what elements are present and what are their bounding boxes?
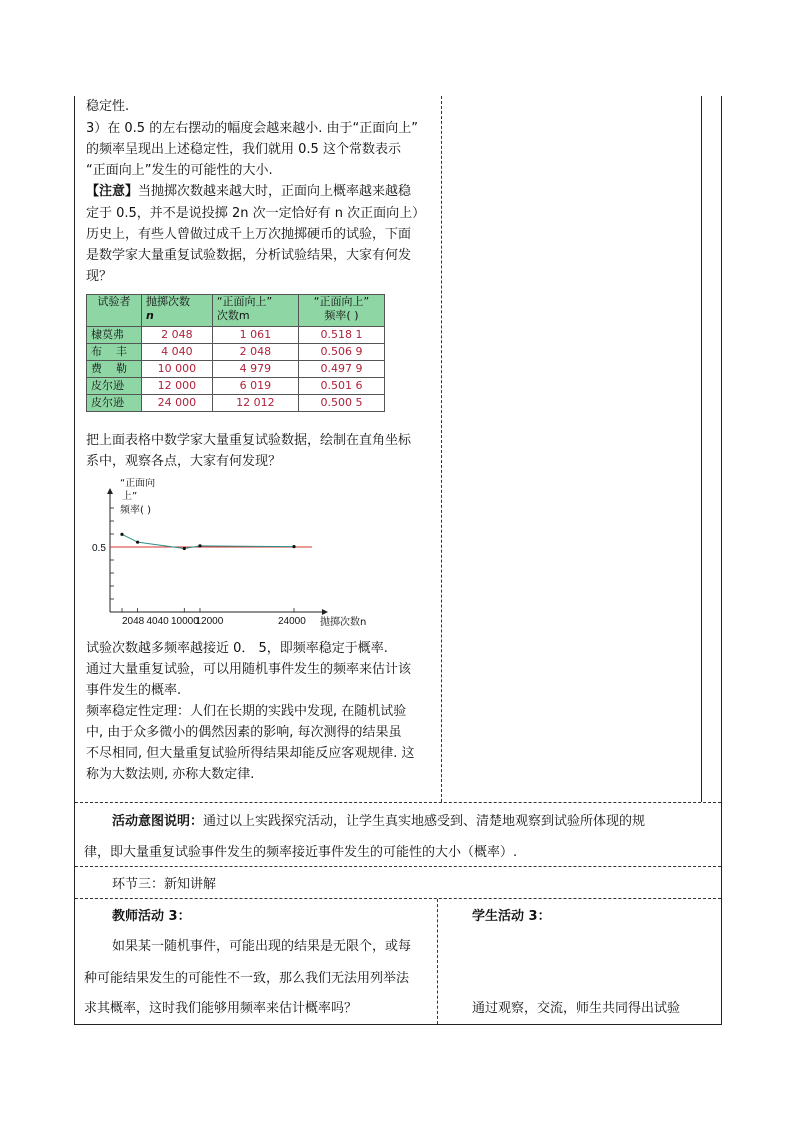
table-row [87, 344, 385, 361]
header-cell: “正面向上” 频率( ) [298, 295, 384, 327]
text-line: 称为大数法则, 亦称大数定律. [86, 767, 255, 782]
throws-cell: 2 048 [142, 327, 213, 344]
frequency-cell: 0.518 1 [298, 327, 384, 344]
series-line [122, 534, 294, 548]
frame-bottom [74, 1024, 722, 1025]
x-tick-label: 10000 [171, 616, 199, 627]
data-point [292, 545, 295, 548]
heads-cell: 12 012 [212, 395, 298, 412]
table-row [87, 361, 385, 378]
teacher-line: 种可能结果发生的可能性不一致，那么我们无法用列举法 [84, 971, 410, 986]
heads-cell: 6 019 [212, 378, 298, 395]
intent-line-2: 律，即大量重复试验事件发生的频率接近事件发生的可能性的大小（概率）. [84, 845, 518, 860]
text-line: 把上面表格中数学家大量重复试验数据，绘制在直角坐标 [86, 433, 412, 448]
text-line: 通过大量重复试验，可以用随机事件发生的频率来估计该 [86, 662, 412, 677]
y-axis-label: 频率( ) [120, 505, 151, 516]
text-line: 事件发生的概率. [86, 683, 182, 698]
throws-cell: 12 000 [142, 378, 213, 395]
col-divider-bottom [437, 899, 438, 1024]
x-tick-label: 2048 [122, 616, 145, 627]
frequency-cell: 0.500 5 [298, 395, 384, 412]
x-tick-label: 12000 [195, 616, 224, 627]
table-row [87, 378, 385, 395]
heads-cell: 4 979 [212, 361, 298, 378]
text-line: “正面向上”发生的可能性的大小. [86, 163, 273, 178]
x-tick-label: 4040 [146, 616, 169, 627]
table-row [87, 395, 385, 412]
frequency-cell: 0.497 9 [298, 361, 384, 378]
text-line: 中, 由于众多微小的偶然因素的影响, 每次测得的结果虽 [86, 725, 402, 740]
teacher-line: 如果某一随机事件，可能出现的结果是无限个，或每 [112, 939, 412, 954]
y-axis-label: 上” [122, 491, 138, 502]
experiment-table [86, 294, 385, 412]
experimenter-cell: 费 勒 [87, 361, 142, 378]
experimenter-cell: 皮尔逊 [87, 378, 142, 395]
frequency-cell: 0.506 9 [298, 344, 384, 361]
table-row [87, 327, 385, 344]
note-line-first [86, 183, 411, 201]
data-point [198, 544, 201, 547]
data-point [136, 541, 139, 544]
text-line: 是数学家大量重复试验数据，分析试验结果，大家有何发 [86, 248, 412, 263]
intent-label: 活动意图说明： [112, 814, 204, 829]
frequency-cell: 0.501 6 [298, 378, 384, 395]
throws-cell: 4 040 [142, 344, 213, 361]
header-cell: 抛掷次数 n [142, 295, 213, 327]
teacher-line: 求其概率，这时我们能够用频率来估计概率吗？ [84, 1001, 358, 1016]
x-tick-label: 24000 [278, 616, 306, 627]
heads-cell: 1 061 [212, 327, 298, 344]
col-divider-mid [441, 96, 442, 802]
row-divider-2 [75, 866, 721, 867]
x-axis-label: 抛掷次数n [320, 617, 367, 628]
experimenter-cell: 棣莫弗 [87, 327, 142, 344]
y-axis-label: “正面向 [120, 478, 156, 489]
data-point [120, 533, 123, 536]
throws-cell: 10 000 [142, 361, 213, 378]
col-divider-right [701, 96, 702, 802]
text-line: 频率稳定性定理：人们在长期的实践中发现, 在随机试验 [86, 704, 407, 719]
text-line: 系中，观察各点，大家有何发现？ [86, 454, 282, 469]
text-line: 的频率呈现出上述稳定性，我们就用 0.5 这个常数表示 [86, 142, 401, 157]
note-text: 当抛掷次数越来越大时，正面向上概率越来越稳 [138, 184, 412, 199]
throws-cell: 24 000 [142, 395, 213, 412]
teacher-activity-label: 教师活动 3： [112, 909, 191, 924]
table-header-row [87, 295, 385, 327]
student-activity-label: 学生活动 3： [472, 909, 551, 924]
text-line: 不尽相同, 但大量重复试验所得结果却能反应客观规律. 这 [86, 746, 415, 761]
student-line: 通过观察，交流，师生共同得出试验 [472, 1001, 681, 1016]
intent-text: 通过以上实践探究活动，让学生真实地感受到、清楚地观察到试验所体现的规 [203, 814, 646, 829]
y-tick-label: 0.5 [92, 543, 106, 554]
text-line: 历史上，有些人曾做过成千上万次抛掷硬币的试验，下面 [86, 227, 412, 242]
section-title: 环节三：新知讲解 [112, 877, 217, 892]
experimenter-cell: 皮尔逊 [87, 395, 142, 412]
x-axis-arrow [322, 609, 328, 615]
frame-left [74, 96, 75, 1025]
row-divider-3 [75, 898, 721, 899]
header-cell: 试验者 [87, 295, 142, 327]
text-line: 现？ [86, 269, 113, 284]
frequency-chart [86, 478, 386, 628]
heads-cell: 2 048 [212, 344, 298, 361]
text-line: 稳定性. [86, 99, 130, 114]
row-divider-1 [75, 802, 721, 803]
text-line: 定于 0.5，并不是说投掷 2n 次一定恰好有 n 次正面向上） [86, 206, 426, 221]
note-label: 【注意】 [86, 184, 139, 199]
intent-line-1 [112, 813, 645, 831]
data-point [183, 547, 186, 550]
text-line: 试验次数越多频率越接近 0． 5，即频率稳定于概率. [86, 641, 388, 656]
frame-right [721, 96, 722, 1025]
y-axis-arrow [107, 488, 113, 494]
text-line: 3）在 0.5 的左右摆动的幅度会越来越小. 由于“正面向上” [86, 121, 418, 136]
experimenter-cell: 布 丰 [87, 344, 142, 361]
header-cell: “正面向上” 次数m [212, 295, 298, 327]
